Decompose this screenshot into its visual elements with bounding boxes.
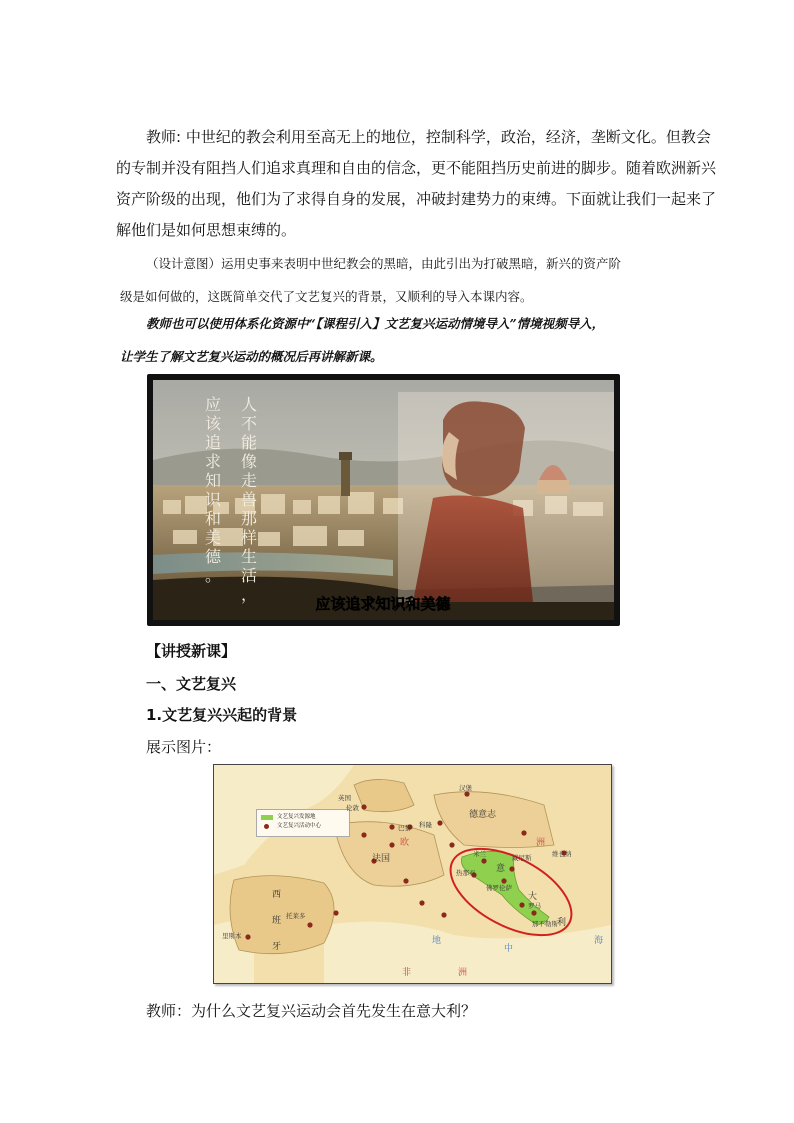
map-label: 意 [496,864,506,874]
map-label: 洲 [458,968,468,978]
map-legend [256,809,350,837]
map-label: 法国 [372,854,391,864]
map-label: 罗马 [528,902,541,910]
caption-character: 样 [240,528,258,547]
caption-character: 和 [204,509,222,528]
text-line: 资产阶级的出现，他们为了求得自身的发展，冲破封建势力的束缚。下面就让我们一起来了 [116,190,717,208]
text-line: 教师也可以使用体系化资源中“【课程引入】文艺复兴运动情境导入”情境视频导入， [146,316,605,331]
map-label: 那不勒斯 [532,920,558,928]
text-line: 的专制并没有阻挡人们追求真理和自由的信念，更不能阻挡历史前进的脚步。随着欧洲新兴 [116,159,717,177]
map-label: 巴黎 [398,824,411,832]
vertical-caption-left [205,395,222,585]
text-line: （设计意图）运用史事来表明中世纪教会的黑暗，由此引出为打破黑暗，新兴的资产阶 [146,256,622,271]
caption-character: 求 [204,452,222,471]
caption-character: 识 [204,490,222,509]
map-label: 维也纳 [552,850,572,858]
caption-character: 活 [240,566,258,585]
florence-scene-illustration [153,380,614,620]
caption-character: 那 [240,509,258,528]
map-label: 西 [272,890,282,900]
section-heading: 【讲授新课】 [146,642,237,660]
caption-character: 走 [240,471,258,490]
map-label: 德意志 [469,810,497,820]
caption-character: ， [240,585,258,604]
caption-character: 应 [204,395,222,414]
map-label: 欧 [400,838,410,848]
caption-character: 知 [204,471,222,490]
caption-character: 生 [240,547,258,566]
map-label: 大 [528,892,538,902]
map-label: 伦敦 [346,804,359,812]
origin-swatch [261,815,273,820]
map-label: 米兰 [473,850,486,858]
map-label: 托莱多 [286,912,306,920]
caption-character: 。 [204,566,222,585]
topic-heading: 1.文艺复兴兴起的背景 [146,706,298,724]
map-label: 里斯本 [222,932,242,940]
text-line: 让学生了解文艺复兴运动的概况后再讲解新课。 [120,349,383,364]
design-intent-paragraph [120,247,690,313]
caption-character: 美 [204,528,222,547]
caption-character: 追 [204,433,222,452]
text-line: 教师: 中世纪的教会利用至高无上的地位，控制科学，政治，经济，垄断文化。但教会 [146,128,711,146]
chapter-heading: 一、文艺复兴 [146,675,237,693]
caption-character: 不 [240,414,258,433]
map-label: 洲 [536,838,546,848]
teacher-note-paragraph [120,307,690,373]
renaissance-map [213,764,612,984]
map-label: 班 [272,916,282,926]
legend-center-label: 文艺复兴活动中心 [277,823,322,829]
center-dot-swatch [264,824,269,829]
question-line: 教师：为什么文艺复兴运动会首先发生在意大利？ [146,1002,477,1020]
map-label: 英国 [338,794,351,802]
caption-character: 像 [240,452,258,471]
caption-character: 人 [240,395,258,414]
text-line: 级是如何做的，这既简单交代了文艺复兴的背景，又顺利的导入本课内容。 [120,289,533,304]
map-label: 非 [402,968,412,978]
vertical-caption-right [241,395,257,604]
caption-character: 该 [204,414,222,433]
map-label: 利 [557,918,567,928]
legend-center [261,822,345,831]
map-label: 汉堡 [459,784,472,792]
map-label: 威尼斯 [512,854,532,862]
text-line: 解他们是如何思想束缚的。 [116,221,297,239]
caption-character: 兽 [240,490,258,509]
video-subtitle: 应该追求知识和美德 [315,595,451,613]
caption-character: 能 [240,433,258,452]
map-label: 热那亚 [456,869,476,877]
legend-origin [261,813,345,822]
show-image-label: 展示图片： [146,738,222,756]
map-label: 牙 [272,942,282,952]
video-still-image [147,374,620,626]
map-label: 科隆 [419,821,432,829]
caption-character: 德 [204,547,222,566]
intro-paragraph [116,122,717,246]
map-label: 地 [432,936,442,946]
map-label: 中 [504,944,514,954]
legend-origin-label: 文艺复兴发源地 [277,814,316,820]
map-label: 佛罗伦萨 [486,884,512,892]
map-label: 海 [594,936,604,946]
